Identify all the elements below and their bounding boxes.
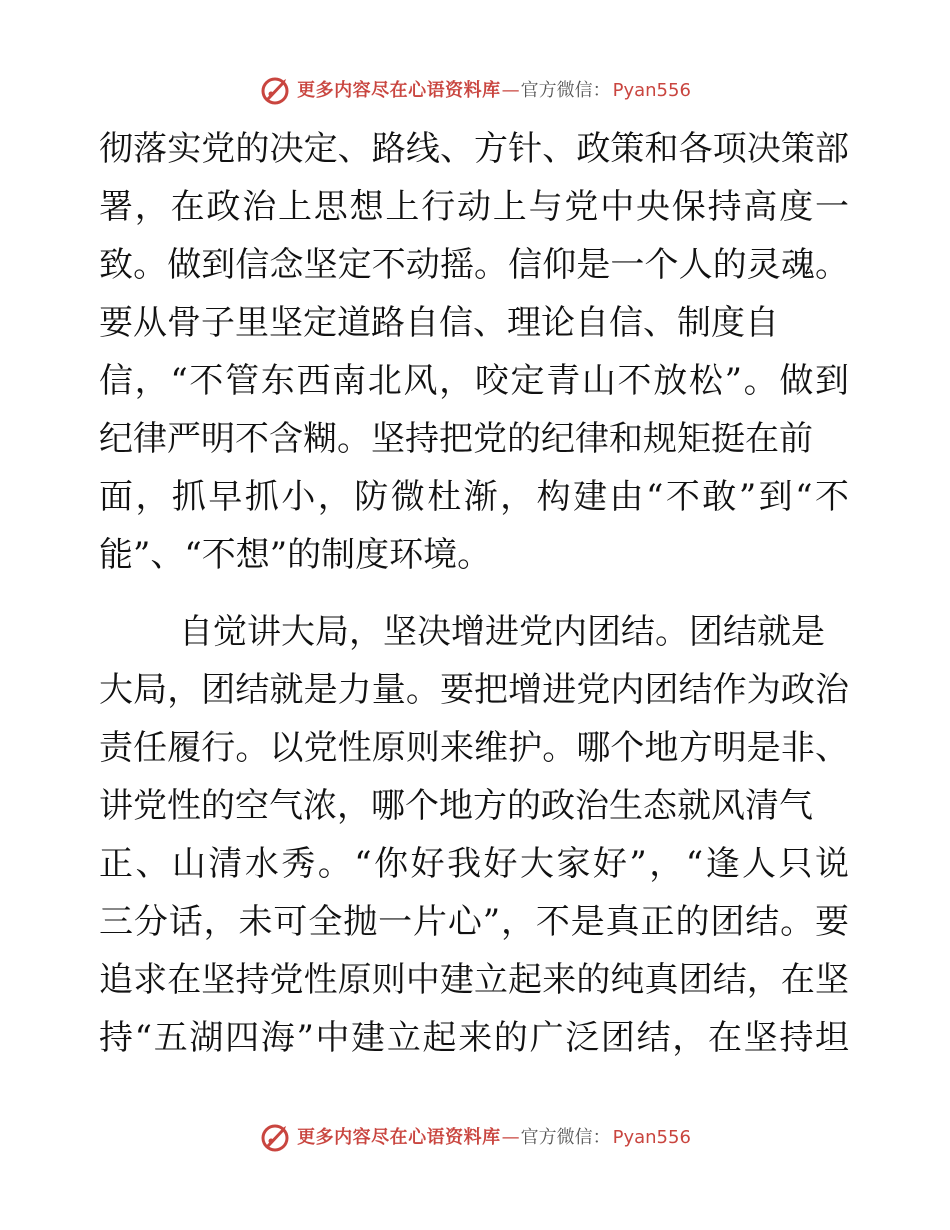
text-line: 三分话，未可全抛一片心”，不是真正的团结。要 xyxy=(99,902,849,942)
text-line: 持“五湖四海”中建立起来的广泛团结，在坚持坦 xyxy=(99,1018,849,1058)
paragraph-1 xyxy=(99,120,849,584)
text-line: 署，在政治上思想上行动上与党中央保持高度一 xyxy=(99,187,849,227)
paragraph-2 xyxy=(99,603,849,1067)
text-line: 大局，团结就是力量。要把增进党内团结作为政治 xyxy=(99,670,849,710)
text-line: 面，抓早抓小，防微杜渐，构建由“不敢”到“不 xyxy=(99,477,849,517)
watermark-main-text: 更多内容尽在心语资料库 xyxy=(297,1127,501,1148)
text-line: 能”、“不想”的制度环境。 xyxy=(99,535,492,575)
text-line: 正、山清水秀。“你好我好大家好”，“逢人只说 xyxy=(99,844,849,884)
text-line: 责任履行。以党性原则来维护。哪个地方明是非、 xyxy=(99,728,849,768)
paragraph-gap xyxy=(99,584,849,603)
watermark-wechat-id: Pyan556 xyxy=(612,1127,691,1148)
watermark-label: 官方微信： xyxy=(520,1127,611,1148)
text-line: 自觉讲大局，坚决增进党内团结。团结就是 xyxy=(179,612,825,652)
watermark-footer xyxy=(0,1118,950,1158)
text-line: 致。做到信念坚定不动摇。信仰是一个人的灵魂。 xyxy=(99,245,849,285)
text-line: 要从骨子里坚定道路自信、理论自信、制度自 xyxy=(99,303,779,343)
watermark-label: 官方微信： xyxy=(520,80,611,101)
brush-circle-logo-icon xyxy=(259,1122,291,1154)
brush-circle-logo-icon xyxy=(259,75,291,107)
text-line: 信，“不管东西南北风，咬定青山不放松”。做到 xyxy=(99,361,849,401)
watermark-header xyxy=(0,71,950,111)
watermark-dash: — xyxy=(501,80,520,101)
watermark-wechat-id: Pyan556 xyxy=(612,80,691,101)
watermark-main-text: 更多内容尽在心语资料库 xyxy=(297,80,501,101)
text-line: 纪律严明不含糊。坚持把党的纪律和规矩挺在前 xyxy=(99,419,813,459)
text-line: 讲党性的空气浓，哪个地方的政治生态就风清气 xyxy=(99,786,813,826)
text-line: 彻落实党的决定、路线、方针、政策和各项决策部 xyxy=(99,129,849,169)
document-body xyxy=(99,120,849,1067)
watermark-dash: — xyxy=(501,1127,520,1148)
text-line: 追求在坚持党性原则中建立起来的纯真团结，在坚 xyxy=(99,960,849,1000)
